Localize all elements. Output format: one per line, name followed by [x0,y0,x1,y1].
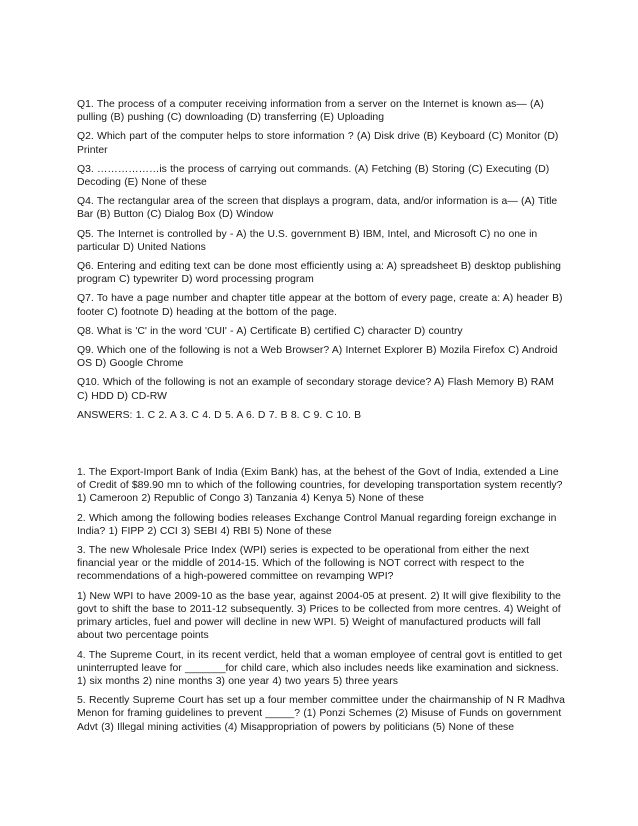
answers-line: ANSWERS: 1. C 2. A 3. C 4. D 5. A 6. D 7. B 8. C 9. C 10. B [77,409,362,421]
section-gap [77,428,565,466]
question-q1: Q1. The process of a computer receiving information from a server on the Internet is known as— (A) pulling (B) pushing (C) downloading (D) transferring (E) Uploading [77,99,544,124]
current-affairs-section [77,466,565,734]
question-q2: Q2. Which part of the computer helps to store information ? (A) Disk drive (B) Keyboard (C) Monitor (D) Printer [77,131,559,156]
question-q5: Q5. The Internet is controlled by - A) the U.S. government B) IBM, Intel, and Microsoft C) no one in particular D) United Nations [77,228,538,253]
question-5: 5. Recently Supreme Court has set up a four member committee under the chairmanship of N R Madhva Menon for framing guidelines to prevent _____? (1) Ponzi Schemes (2) Misuse of Funds on government Advt (3) Illegal mining activities (4) Misappropriation of powers by politicians (5) None of these [77,695,565,733]
document-page [77,98,565,740]
question-q8: Q8. What is 'C' in the word 'CUI' - A) Certificate B) certified C) character D) country [77,325,463,337]
question-q9: Q9. Which one of the following is not a Web Browser? A) Internet Explorer B) Mozila Firefox C) Android OS D) Google Chrome [77,345,558,370]
question-2: 2. Which among the following bodies releases Exchange Control Manual regarding foreign exchange in India? 1) FIPP 2) CCI 3) SEBI 4) RBI 5) None of these [77,512,557,537]
question-3-options: 1) New WPI to have 2009-10 as the base year, against 2004-05 at present. 2) It will give flexibility to the govt to shift the base to 2011-12 subsequently. 3) Prices to be collected from more centres. 4) Weight of primary articles, fuel and power will decline in new WPI. 5) Weight of manufactured products will fall about two percentage points [77,590,561,642]
question-q7: Q7. To have a page number and chapter title appear at the bottom of every page, create a: A) header B) footer C) footnote D) heading at the bottom of the page. [77,293,563,318]
question-q4: Q4. The rectangular area of the screen that displays a program, data, and/or information is a— (A) Title Bar (B) Button (C) Dialog Box (D) Window [77,196,558,221]
question-1: 1. The Export-Import Bank of India (Exim Bank) has, at the behest of the Govt of India, extended a Line of Credit of $89.90 mn to which of the following countries, for developing transportation system recently? 1) Cameroon 2) Republic of Congo 3) Tanzania 4) Kenya 5) None of these [77,467,563,505]
question-4: 4. The Supreme Court, in its recent verdict, held that a woman employee of central govt is entitled to get uninterrupted leave for _______for child care, which also includes needs like examination and sickness. 1) six months 2) nine months 3) one year 4) two years 5) three years [77,649,563,687]
question-q3: Q3. ………………is the process of carrying out commands. (A) Fetching (B) Storing (C) Executing (D) Decoding (E) None of these [77,163,550,189]
question-3: 3. The new Wholesale Price Index (WPI) series is expected to be operational from either the next financial year or the middle of 2014-15. Which of the following is NOT correct with respect to the recommendations of a high-powered committee on revamping WPI? [77,545,530,583]
computer-quiz-section [77,98,565,422]
question-q6: Q6. Entering and editing text can be done most efficiently using a: A) spreadsheet B) desktop publishing program C) typewriter D) word processing program [77,261,561,286]
question-q10: Q10. Which of the following is not an example of secondary storage device? A) Flash Memory B) RAM C) HDD D) CD-RW [77,377,554,402]
